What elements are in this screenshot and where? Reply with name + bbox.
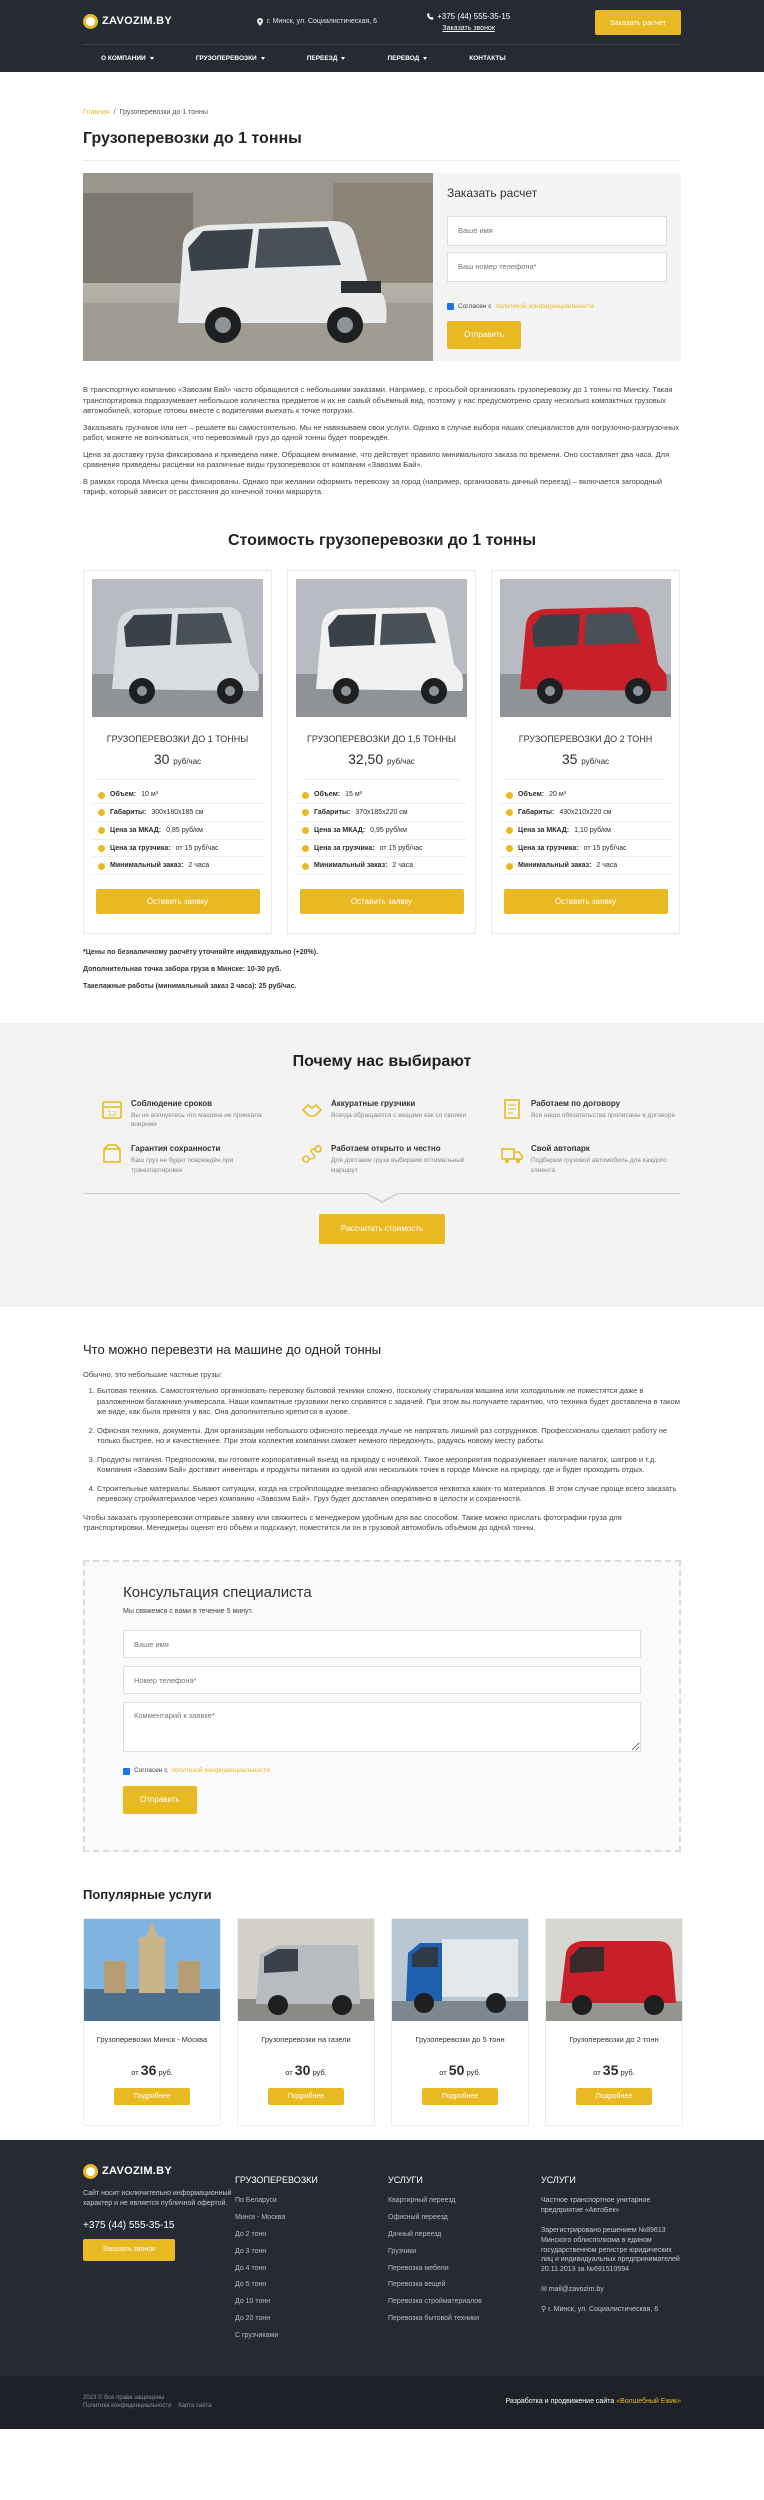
footer-link[interactable]: До 5 тонн: [235, 2281, 267, 2289]
card-price: [92, 750, 263, 770]
popular-card[interactable]: [237, 1918, 375, 2126]
pricing-cards: [83, 570, 681, 934]
privacy-policy-link[interactable]: Политика конфиденциальности: [83, 2403, 172, 2410]
nav-transfer[interactable]: [387, 54, 427, 63]
footer-callback-button[interactable]: Заказать звонок: [83, 2239, 175, 2261]
feature-value: 10 м³: [141, 791, 158, 799]
why-item-text: [331, 1143, 481, 1174]
footer-heading: УСЛУГИ: [541, 2174, 576, 2185]
feature-label: Минимальный заказ:: [110, 862, 184, 870]
handshake-icon: [301, 1098, 323, 1120]
feature-value: 2 часа: [392, 862, 414, 870]
van-illustration: [83, 173, 433, 361]
footer-link[interactable]: Перевозка мебели: [388, 2264, 449, 2272]
card-divider: [302, 779, 461, 780]
consult-title: Консультация специалиста: [123, 1583, 312, 1601]
card-van-image: [92, 579, 263, 717]
card-feature: [500, 822, 671, 840]
developer-text: Разработка и продвижение сайта: [505, 2398, 615, 2406]
feature-label: Габариты:: [110, 809, 147, 817]
card-feature: [296, 804, 467, 822]
bullet-icon: [98, 863, 105, 870]
pricing-notes: [83, 948, 681, 991]
feature-value: 370х185х220 см: [355, 809, 408, 817]
mail-icon: ✉: [541, 2286, 549, 2294]
card-feature: [92, 840, 263, 858]
footer-phone[interactable]: +375 (44) 555-35-15: [83, 2219, 175, 2231]
why-item-desc: Ваш груз не будет повреждён при транспортировке: [131, 1157, 234, 1174]
why-item-text: [331, 1098, 466, 1129]
card-feature: [92, 857, 263, 875]
popular-cards: [83, 1918, 681, 2126]
card-title: ГРУЗОПЕРЕВОЗКИ ДО 1,5 ТОННЫ: [306, 734, 457, 745]
why-item: [101, 1098, 281, 1129]
subfooter: [0, 2376, 764, 2429]
price-prefix: от: [439, 2067, 447, 2077]
location-pin-icon: [257, 18, 263, 26]
nav-cargo[interactable]: [196, 54, 265, 63]
bullet-icon: [506, 792, 513, 799]
footer-link[interactable]: До 20 тонн: [235, 2315, 271, 2323]
email-text: mail@zavozim.by: [548, 2286, 604, 2294]
footer-link[interactable]: До 3 тонн: [235, 2247, 267, 2255]
price-currency: руб.: [620, 2067, 635, 2077]
popular-card-image: [84, 1919, 220, 2021]
calculate-cost-button[interactable]: Рассчитать стоимость: [319, 1214, 445, 1244]
feature-value: 1,10 руб/км: [574, 826, 611, 834]
developer-credit: [505, 2397, 681, 2407]
price-currency: руб.: [158, 2067, 173, 2077]
what-text: [83, 1370, 681, 1534]
popular-card-title: Грузоперевозки на газели: [261, 2034, 351, 2044]
calc-form-title: Заказать расчет: [447, 186, 538, 201]
pricing-card: [83, 570, 272, 934]
why-item: [501, 1098, 681, 1129]
popular-card-price: [392, 2061, 528, 2081]
intro-paragraph: Заказывать грузчиков или нет – решаете вы самостоятельно. Мы не навязываем свои услуги. Однако в случае выбора наших специалистов для погрузочно-разгрузочных работ, можете не волноваться, что перевозимый груз до одной тонны будет повреждён.: [83, 422, 680, 443]
what-outro: Чтобы заказать грузоперевозки отправьте заявку или свяжитесь с менеджером удобным для вас способом. Также можно прислать фотографии груза для транспортировки. Менеджеры оценят его объём и подскажут, поместится ли он в грузовой автомобиль объёмом до одной тонны.: [83, 1512, 622, 1533]
nav-label: ПЕРЕЕЗД: [306, 54, 338, 62]
footer-link[interactable]: Минск - Москва: [235, 2214, 286, 2222]
what-list-item: 3. Продукты питания. Предположим, вы готовите корпоративный выезд на природу с ночёвкой. Такое мероприятия подразумевает наличие палаток, шатров и т.д. Компания «Завозим Бай» доставит инвентарь и продукты питания из одной или нескольких точек в городе Минске на природу, где и будет проходить отдых.: [97, 1455, 681, 1476]
main-nav: [83, 44, 681, 72]
card-feature: [500, 840, 671, 858]
feature-value: 15 м³: [345, 791, 362, 799]
card-van-image: [500, 579, 671, 717]
footer-heading: УСЛУГИ: [388, 2174, 423, 2185]
breadcrumb-home[interactable]: Главная: [83, 109, 110, 116]
price-currency: руб.: [312, 2067, 327, 2077]
why-item-title: Работаем открыто и честно: [331, 1144, 441, 1154]
van-illustration: [92, 579, 263, 717]
why-divider: [83, 1193, 681, 1194]
footer-logo[interactable]: [83, 2164, 235, 2179]
popular-card-title: Грузоперевозки до 5 тонн: [415, 2034, 505, 2044]
why-item-text: [131, 1143, 281, 1174]
header-phone-block: [427, 11, 510, 34]
footer-link[interactable]: До 2 тонн: [235, 2231, 267, 2239]
consult-submit-button[interactable]: Отправить: [123, 1786, 197, 1814]
chevron-down-icon: [150, 57, 154, 60]
feature-value: 2 часа: [596, 862, 618, 870]
feature-value: 0,95 руб/км: [370, 826, 407, 834]
agree-text: Согласен с: [134, 1767, 168, 1775]
more-details-button[interactable]: Подробнее: [422, 2088, 498, 2105]
pricing-note: *Цены по безналичному расчёту уточняйте индивидуально (+20%).: [83, 949, 319, 957]
why-item: [301, 1098, 481, 1129]
site-header: [0, 0, 764, 72]
footer-desc: Сайт носит исключительно информационный характер и не является публичной офертой.: [83, 2190, 232, 2208]
contract-icon: [501, 1098, 523, 1120]
header-phone[interactable]: [427, 11, 510, 22]
footer-link[interactable]: До 4 тонн: [235, 2264, 267, 2272]
popular-card-price: [238, 2061, 374, 2081]
feature-label: Цена за МКАД:: [110, 826, 162, 834]
more-details-button[interactable]: Подробнее: [268, 2088, 344, 2105]
price-unit: руб/час: [581, 756, 610, 766]
privacy-policy-link[interactable]: политикой конфиденциальности: [495, 302, 594, 310]
calendar-icon: [101, 1098, 123, 1120]
why-title: Почему нас выбирают: [292, 1053, 472, 1071]
feature-value: от 15 руб/час: [175, 844, 219, 852]
why-item: [501, 1143, 681, 1174]
what-lead: Обычно, это небольшие частные грузы:: [83, 1369, 222, 1379]
feature-value: 20 м³: [549, 791, 566, 799]
feature-value: 300х180х185 см: [151, 809, 204, 817]
footer-heading: ГРУЗОПЕРЕВОЗКИ: [235, 2174, 318, 2185]
bullet-icon: [506, 845, 513, 852]
card-feature: [296, 822, 467, 840]
logo-icon: [83, 2164, 98, 2179]
price-value: 36: [140, 2061, 157, 2078]
why-item-desc: Для доставки груза выбираем оптимальный маршрут: [331, 1157, 465, 1174]
card-title: ГРУЗОПЕРЕВОЗКИ ДО 2 ТОНН: [518, 734, 653, 745]
bullet-icon: [506, 827, 513, 834]
logo-text: ZAVOZIM.BY: [102, 2164, 173, 2177]
bullet-icon: [98, 809, 105, 816]
nav-label: ПЕРЕВОД: [387, 54, 420, 62]
nav-label: ГРУЗОПЕРЕВОЗКИ: [195, 54, 257, 62]
card-feature: [92, 786, 263, 804]
address-text: г. Минск, ул. Социалистическая, 6: [267, 18, 378, 26]
address-text: г. Минск, ул. Социалистическая, 6: [548, 2305, 659, 2313]
feature-value: 0,85 руб/км: [166, 826, 203, 834]
breadcrumb-separator: /: [113, 109, 116, 116]
truck-icon: [501, 1143, 523, 1165]
popular-card[interactable]: [545, 1918, 683, 2126]
bullet-icon: [302, 809, 309, 816]
bullet-icon: [98, 792, 105, 799]
feature-label: Габариты:: [314, 809, 351, 817]
calc-agree-row: [447, 302, 667, 311]
calc-submit-button[interactable]: Отправить: [447, 321, 521, 349]
breadcrumb-current: Грузоперевозки до 1 тонны: [119, 109, 208, 116]
price-prefix: от: [285, 2067, 293, 2077]
popular-card-title: Грузоперевозки Минск - Москва: [96, 2034, 208, 2044]
bullet-icon: [302, 827, 309, 834]
order-calc-form: [433, 173, 681, 361]
card-feature: [92, 822, 263, 840]
why-item: [301, 1143, 481, 1174]
feature-label: Объем:: [518, 791, 545, 799]
why-item-desc: Все наши обязательства прописаны в договоре: [531, 1112, 676, 1120]
consult-subtitle: Мы свяжемся с вами в течение 5 минут.: [123, 1607, 253, 1615]
company-name: Частное транспортное унитарное предприятие «АвтоБек»: [541, 2197, 651, 2215]
footer-link[interactable]: По Беларуси: [235, 2197, 277, 2205]
calc-phone-input[interactable]: [447, 252, 667, 282]
location-pin-icon: ⚲: [541, 2305, 549, 2313]
consult-name-input[interactable]: [123, 1630, 641, 1658]
what-list-item: 2. Офисная техника, документы. Для организации небольшого офисного переезда лучше не напрягать лишний раз сотрудников. Профессионалы сделают работу не только быстрее, но и качественнее. При этом коллектив компании сможет немного передохнуть, радуясь новому месту работы.: [97, 1426, 681, 1447]
why-item-desc: Подберем грузовой автомобиль для каждого клиента: [531, 1157, 667, 1174]
card-van-image: [296, 579, 467, 717]
card-price: [500, 750, 671, 770]
feature-value: от 15 руб/час: [379, 844, 423, 852]
card-feature: [296, 840, 467, 858]
popular-card-price: [84, 2061, 220, 2081]
why-item-text: [531, 1143, 681, 1174]
why-item-desc: Всегда обращаются с вещами как со своими: [331, 1112, 467, 1120]
price-value: 35: [602, 2061, 619, 2078]
feature-label: Габариты:: [518, 809, 555, 817]
consult-comment-textarea[interactable]: [123, 1702, 641, 1752]
hero-van-image: [83, 173, 433, 361]
intro-paragraph: В транспортную компанию «Завозим Бай» часто обращаются с небольшими заказами. Например, с просьбой организовать грузоперевозку до 1 тонны по Минску. Такая транспортировка подразумевает небольшое количества предметов и их не самый объёмный вид, поэтому у нас предусмотрено сразу несколько компактных грузовых автомобилей, которые готовы вместе с водителями выехать к точке погрузки.: [83, 385, 673, 416]
feature-label: Объем:: [110, 791, 137, 799]
popular-card[interactable]: [83, 1918, 221, 2126]
svg-text:12: 12: [107, 1109, 117, 1118]
bullet-icon: [302, 845, 309, 852]
logo-text: ZAVOZIM.BY: [102, 15, 173, 28]
consultation-form: [83, 1560, 681, 1852]
breadcrumb: [83, 108, 681, 118]
feature-label: Объем:: [314, 791, 341, 799]
callback-link[interactable]: Заказать звонок: [442, 24, 495, 32]
popular-card[interactable]: [391, 1918, 529, 2126]
what-title: Что можно перевезти на машине до одной тонны: [83, 1342, 382, 1358]
phone-icon: [427, 13, 434, 20]
bullet-icon: [506, 809, 513, 816]
bullet-icon: [302, 792, 309, 799]
bullet-icon: [98, 845, 105, 852]
agree-text: Согласен с: [458, 302, 492, 310]
why-item-title: Работаем по договору: [531, 1098, 621, 1108]
intro-text: [83, 385, 681, 498]
intro-paragraph: В рамках города Минска цены фиксированы. Однако при желании оформить перевозку за город (например, организовать дачный переезд) – включается загородный тариф, который зависит от расстояния до конечной точки маршрута.: [83, 476, 663, 497]
feature-label: Цена за МКАД:: [314, 826, 366, 834]
card-feature: [296, 857, 467, 875]
privacy-policy-link[interactable]: политикой конфиденциальности: [171, 1767, 270, 1775]
footer-link[interactable]: Офисный переезд: [388, 2214, 448, 2222]
chevron-down-icon: [423, 57, 427, 60]
popular-title: Популярные услуги: [83, 1886, 212, 1902]
price-currency: руб.: [466, 2067, 481, 2077]
pricing-note: Дополнительная точка забора груза в Минске: 10-30 руб.: [83, 965, 282, 973]
price-unit: руб/час: [173, 756, 202, 766]
feature-label: Цена за МКАД:: [518, 826, 570, 834]
price-value: 30: [153, 750, 170, 767]
copyright: 2023 © Все права защищены: [83, 2394, 165, 2401]
card-divider: [506, 779, 665, 780]
footer-link[interactable]: Квартирный переезд: [388, 2197, 456, 2205]
nav-label: КОНТАКТЫ: [469, 54, 506, 62]
calc-name-input[interactable]: [447, 216, 667, 246]
price-prefix: от: [131, 2067, 139, 2077]
card-divider: [98, 779, 257, 780]
popular-card-title: Грузоперевозки до 2 тонн: [569, 2034, 659, 2044]
subfooter-links: [83, 2402, 212, 2410]
footer-col-cargo: [235, 2164, 388, 2348]
header-address: [257, 17, 377, 27]
footer-link[interactable]: Дачный переезд: [388, 2231, 442, 2239]
why-item-text: [531, 1098, 675, 1129]
why-item-title: Соблюдение сроков: [131, 1098, 213, 1108]
feature-label: Цена за грузчика:: [110, 844, 171, 852]
logo[interactable]: [83, 14, 172, 29]
popular-card-image: [546, 1919, 682, 2021]
company-registration: Зарегистрировано решением №89613 Минского облисполкома в едином государственном регистре юридических лиц и индивидуальных предпринимателей 20.11.2013 за №691510594: [541, 2227, 680, 2274]
van-illustration: [500, 579, 671, 717]
footer-col-services: [388, 2164, 541, 2348]
developer-link[interactable]: «Волшебный Ежик»: [616, 2398, 681, 2406]
more-details-button[interactable]: Подробнее: [576, 2088, 652, 2105]
footer-col-company: [541, 2164, 681, 2348]
card-feature: [500, 804, 671, 822]
footer-address: [541, 2305, 681, 2315]
popular-card-image: [392, 1919, 528, 2021]
what-list-item: 4. Строительные материалы. Бывают ситуации, когда на стройплощадке внезапно обнаруживается нехватка каких-то материалов. В этом случае проще всего заказать перевозку стройматериалов через компанию «Завозим Бай». Груз будет доставлен оперативно в целости и сохранности.: [97, 1484, 681, 1505]
footer-link[interactable]: Перевозка стройматериалов: [388, 2298, 482, 2306]
van-illustration: [296, 579, 467, 717]
price-value: 32,50: [348, 750, 384, 767]
why-item-title: Гарантия сохранности: [131, 1144, 221, 1154]
why-item: [101, 1143, 281, 1174]
phone-text: +375 (44) 555-35-15: [437, 11, 511, 21]
price-value: 30: [294, 2061, 311, 2078]
nav-contacts[interactable]: [469, 54, 505, 63]
divider-arrow: [364, 1193, 400, 1203]
chevron-down-icon: [261, 57, 265, 60]
footer-link[interactable]: До 10 тонн: [235, 2298, 271, 2306]
card-price: [296, 750, 467, 770]
feature-value: 2 часа: [188, 862, 210, 870]
feature-value: 430х210х220 см: [559, 809, 612, 817]
leave-request-button[interactable]: Оставить заявку: [300, 889, 464, 914]
why-item-text: [131, 1098, 281, 1129]
feature-label: Цена за грузчика:: [314, 844, 375, 852]
leave-request-button[interactable]: Оставить заявку: [504, 889, 668, 914]
box-icon: [101, 1143, 123, 1165]
page-title: Грузоперевозки до 1 тонны: [83, 129, 302, 147]
feature-value: от 15 руб/час: [583, 844, 627, 852]
popular-card-image: [238, 1919, 374, 2021]
sitemap-link[interactable]: Карта сайта: [178, 2403, 212, 2410]
footer-link[interactable]: Грузчики: [388, 2247, 417, 2255]
pricing-note: Такелажные работы (минимальный заказ 2 часа): 25 руб/час.: [83, 982, 297, 990]
what-list: [83, 1386, 681, 1505]
why-item-title: Аккуратные грузчики: [331, 1098, 416, 1108]
price-value: 50: [448, 2061, 465, 2078]
what-list-item: 1. Бытовая техника. Самостоятельно организовать перевозку бытовой техники сложно, поскольку стиральная машина или холодильник не поместятся даже в разложенном багажнике универсала. Наши компактные грузовики легко справятся с задачей. При этом вы получаете гарантию, что техника будет доставлена в таком же виде, как была принята у вас. Она дополнительно крепится в кузове.: [97, 1386, 681, 1418]
feature-label: Цена за грузчика:: [518, 844, 579, 852]
footer-link[interactable]: Перевозка бытовой техники: [388, 2315, 479, 2323]
nav-about[interactable]: [101, 54, 154, 63]
title-divider: [83, 160, 681, 161]
pricing-card: [491, 570, 680, 934]
consult-agree-row: [123, 1766, 641, 1775]
site-footer: [0, 2140, 764, 2376]
card-feature: [296, 786, 467, 804]
agree-checkbox[interactable]: [447, 303, 454, 310]
why-item-title: Свой автопарк: [531, 1144, 590, 1154]
nav-moving[interactable]: [307, 54, 346, 63]
footer-link[interactable]: С грузчиками: [235, 2331, 279, 2339]
chevron-down-icon: [341, 57, 345, 60]
feature-label: Минимальный заказ:: [518, 862, 592, 870]
hero-section: [83, 173, 681, 361]
leave-request-button[interactable]: Оставить заявку: [96, 889, 260, 914]
why-item-desc: Вы не волнуетесь что машина не приехала вовремя: [131, 1112, 262, 1129]
feature-label: Минимальный заказ:: [314, 862, 388, 870]
why-grid: [83, 1098, 681, 1175]
price-prefix: от: [593, 2067, 601, 2077]
bullet-icon: [98, 827, 105, 834]
card-title: ГРУЗОПЕРЕВОЗКИ ДО 1 ТОННЫ: [106, 734, 249, 745]
footer-email[interactable]: [541, 2285, 681, 2295]
more-details-button[interactable]: Подробнее: [114, 2088, 190, 2105]
consult-phone-input[interactable]: [123, 1666, 641, 1694]
card-feature: [500, 857, 671, 875]
agree-checkbox[interactable]: [123, 1768, 130, 1775]
nav-label: О КОМПАНИИ: [101, 54, 146, 62]
bullet-icon: [302, 863, 309, 870]
card-feature: [92, 804, 263, 822]
pricing-title: Стоимость грузоперевозки до 1 тонны: [227, 531, 536, 549]
subfooter-left: [83, 2394, 212, 2411]
popular-card-price: [546, 2061, 682, 2081]
price-value: 35: [561, 750, 578, 767]
bullet-icon: [506, 863, 513, 870]
order-calc-button[interactable]: Заказать расчет: [595, 10, 681, 35]
pricing-card: [287, 570, 476, 934]
logo-icon: [83, 14, 98, 29]
price-unit: руб/час: [387, 756, 415, 766]
why-us-section: [0, 1023, 764, 1307]
footer-col-brand: [83, 2164, 235, 2348]
card-feature: [500, 786, 671, 804]
footer-link[interactable]: Перевозка вещей: [388, 2281, 446, 2289]
route-icon: [301, 1143, 323, 1165]
intro-paragraph: Цена за доставку груза фиксирована и приведена ниже. Обращаем внимание, что действует правило минимального заказа по времени. Оно составляет два часа. Для сравнения приведены расценки на различные виды грузоперевозок от компании «Завозим Бай».: [83, 449, 670, 470]
